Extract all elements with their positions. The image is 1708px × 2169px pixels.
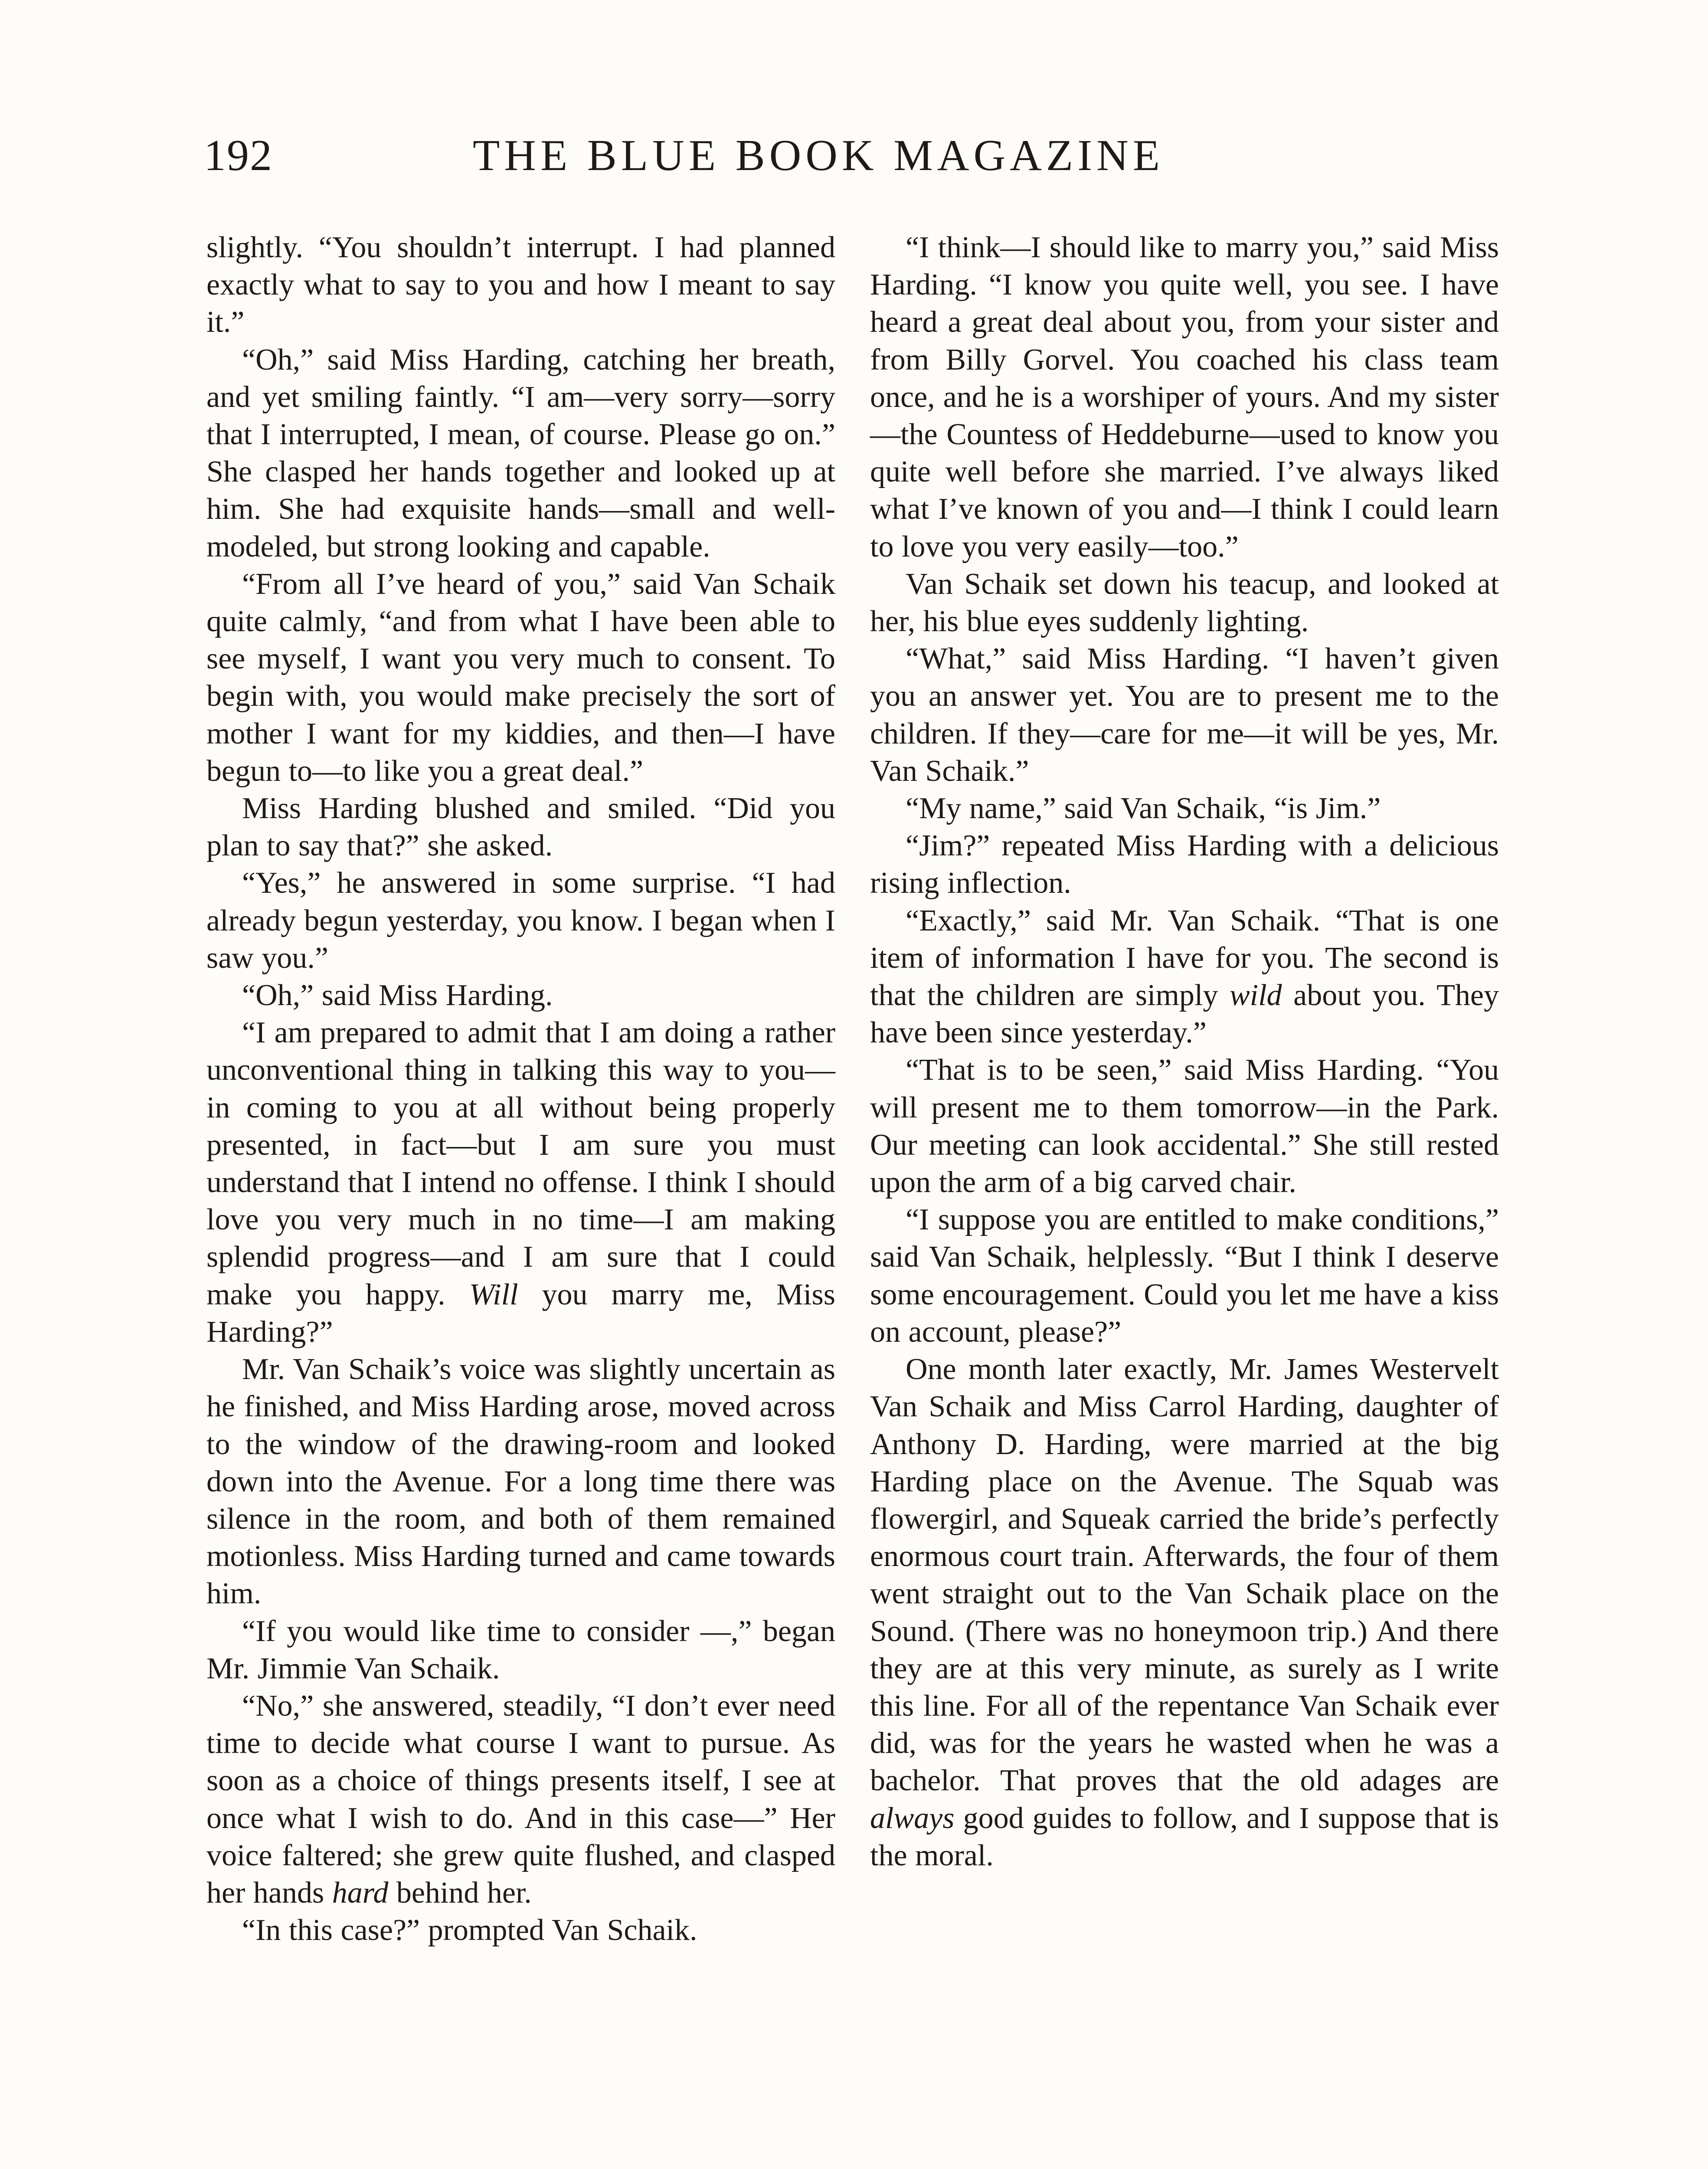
paragraph	[206, 1613, 835, 1687]
paragraph	[206, 566, 835, 790]
paragraph	[206, 341, 835, 566]
emphasis-text: Will	[469, 1278, 518, 1311]
paragraph	[206, 1687, 835, 1912]
paragraph-text: slightly. “You shouldn’t interrupt. I had planned exactly what to say to you and how I meant to say it.”	[206, 231, 835, 339]
left-text-column	[206, 229, 835, 1949]
emphasis-text: wild	[1229, 979, 1282, 1012]
paragraph	[870, 827, 1499, 902]
emphasis-text: always	[870, 1801, 955, 1835]
paragraph-text: you marry me, Miss Harding?”	[206, 1278, 835, 1349]
paragraph-text: “That is to be seen,” said Miss Harding. “You will present me to them tomorrow—in the Park. Our meeting can look accidental.” She still rested upon the arm of a big carved chair.	[870, 1053, 1499, 1199]
paragraph-text: “Oh,” said Miss Harding, catching her breath, and yet smiling faintly. “I am—very sorry—sorry that I interrupted, I mean, of course. Please go on.” She clasped her hands together and looked up at him. She had exquisite hands—small and well-modeled, but strong looking and capable.	[206, 343, 835, 564]
paragraph	[206, 977, 835, 1014]
paragraph-text: “What,” said Miss Harding. “I haven’t given you an answer yet. You are to present me to the children. If they—care for me—it will be yes, Mr. Van Schaik.”	[870, 642, 1499, 788]
paragraph-text: Mr. Van Schaik’s voice was slightly uncertain as he finished, and Miss Harding arose, moved across to the window of the drawing-room and looked down into the Avenue. For a long time there was silence in the room, and both of them remained motionless. Miss Harding turned and came towards him.	[206, 1353, 835, 1611]
paragraph-text: “My name,” said Van Schaik, “is Jim.”	[906, 792, 1381, 826]
paragraph-text: “No,” she answered, steadily, “I don’t ever need time to decide what course I want to pursue. As soon as a choice of things presents itself, I see at once what I wish to do. And in this case—” Her voice faltered; she grew quite flushed, and clasped her hands	[206, 1689, 835, 1910]
emphasis-text: hard	[332, 1876, 389, 1910]
paragraph-text: “Oh,” said Miss Harding.	[242, 979, 553, 1012]
running-title: THE BLUE BOOK MAGAZINE	[473, 131, 1165, 180]
paragraph-text: “I am prepared to admit that I am doing a rather unconventional thing in talking this way to you—in coming to you at all without being properly presented, in fact—but I am sure you must understand that I intend no offense. I think I should love you very much in no time—I am making splendid progress—and I am sure that I could make you happy.	[206, 1016, 835, 1311]
paragraph	[870, 566, 1499, 640]
paragraph-text: Miss Harding blushed and smiled. “Did you plan to say that?” she asked.	[206, 792, 835, 863]
paragraph-text: Van Schaik set down his teacup, and looked at her, his blue eyes suddenly lighting.	[870, 567, 1499, 639]
page-number: 192	[204, 131, 273, 180]
paragraph	[206, 1014, 835, 1351]
paragraph-text: “I suppose you are entitled to make conditions,” said Van Schaik, helplessly. “But I think I deserve some encouragement. Could you let me have a kiss on account, please?”	[870, 1203, 1499, 1349]
paragraph-text: “From all I’ve heard of you,” said Van Schaik quite calmly, “and from what I have been able to see myself, I want you very much to consent. To begin with, you would make precisely the sort of mother I want for my kiddies, and then—I have begun to—to like you a great deal.”	[206, 567, 835, 788]
paragraph	[206, 1351, 835, 1612]
paragraph	[206, 865, 835, 977]
paragraph	[206, 229, 835, 341]
paragraph-text: behind her.	[388, 1876, 532, 1910]
paragraph-text: “Jim?” repeated Miss Harding with a delicious rising inflection.	[870, 829, 1499, 900]
paragraph	[870, 902, 1499, 1052]
paragraph	[870, 1201, 1499, 1351]
paragraph	[870, 790, 1499, 827]
paragraph	[206, 790, 835, 865]
paragraph	[870, 1052, 1499, 1201]
paragraph-text: “If you would like time to consider —,” began Mr. Jimmie Van Schaik.	[206, 1614, 835, 1685]
paragraph-text: “I think—I should like to marry you,” said Miss Harding. “I know you quite well, you see. I have heard a great deal about you, from your sister and from Billy Gorvel. You coached his class team once, and he is a worshiper of yours. And my sister—the Countess of Heddeburne—used to know you quite well before she married. I’ve always liked what I’ve known of you and—I think I could learn to love you very easily—too.”	[870, 231, 1499, 564]
paragraph-text: good guides to follow, and I suppose that is the moral.	[870, 1801, 1499, 1872]
paragraph	[870, 1351, 1499, 1874]
paragraph	[870, 229, 1499, 566]
paragraph-text: about you. They have been since yesterday.”	[870, 979, 1499, 1050]
paragraph-text: One month later exactly, Mr. James Westervelt Van Schaik and Miss Carrol Harding, daughter of Anthony D. Harding, were married at the big Harding place on the Avenue. The Squab was flowergirl, and Squeak carried the bride’s perfectly enormous court train. Afterwards, the four of them went straight out to the Van Schaik place on the Sound. (There was no honeymoon trip.) And there they are at this very minute, as surely as I write this line. For all of the repentance Van Schaik ever did, was for the years he wasted when he was a bachelor. That proves that the old adages are	[870, 1353, 1499, 1798]
paragraph-text: “Yes,” he answered in some surprise. “I had already begun yesterday, you know. I began when I saw you.”	[206, 866, 835, 975]
paragraph-text: “In this case?” prompted Van Schaik.	[242, 1913, 697, 1947]
paragraph	[870, 640, 1499, 790]
right-text-column	[870, 229, 1499, 1874]
paragraph	[206, 1912, 835, 1949]
paragraph-text: “Exactly,” said Mr. Van Schaik. “That is one item of information I have for you. The second is that the children are simply	[870, 904, 1499, 1012]
page-header	[204, 130, 1271, 195]
